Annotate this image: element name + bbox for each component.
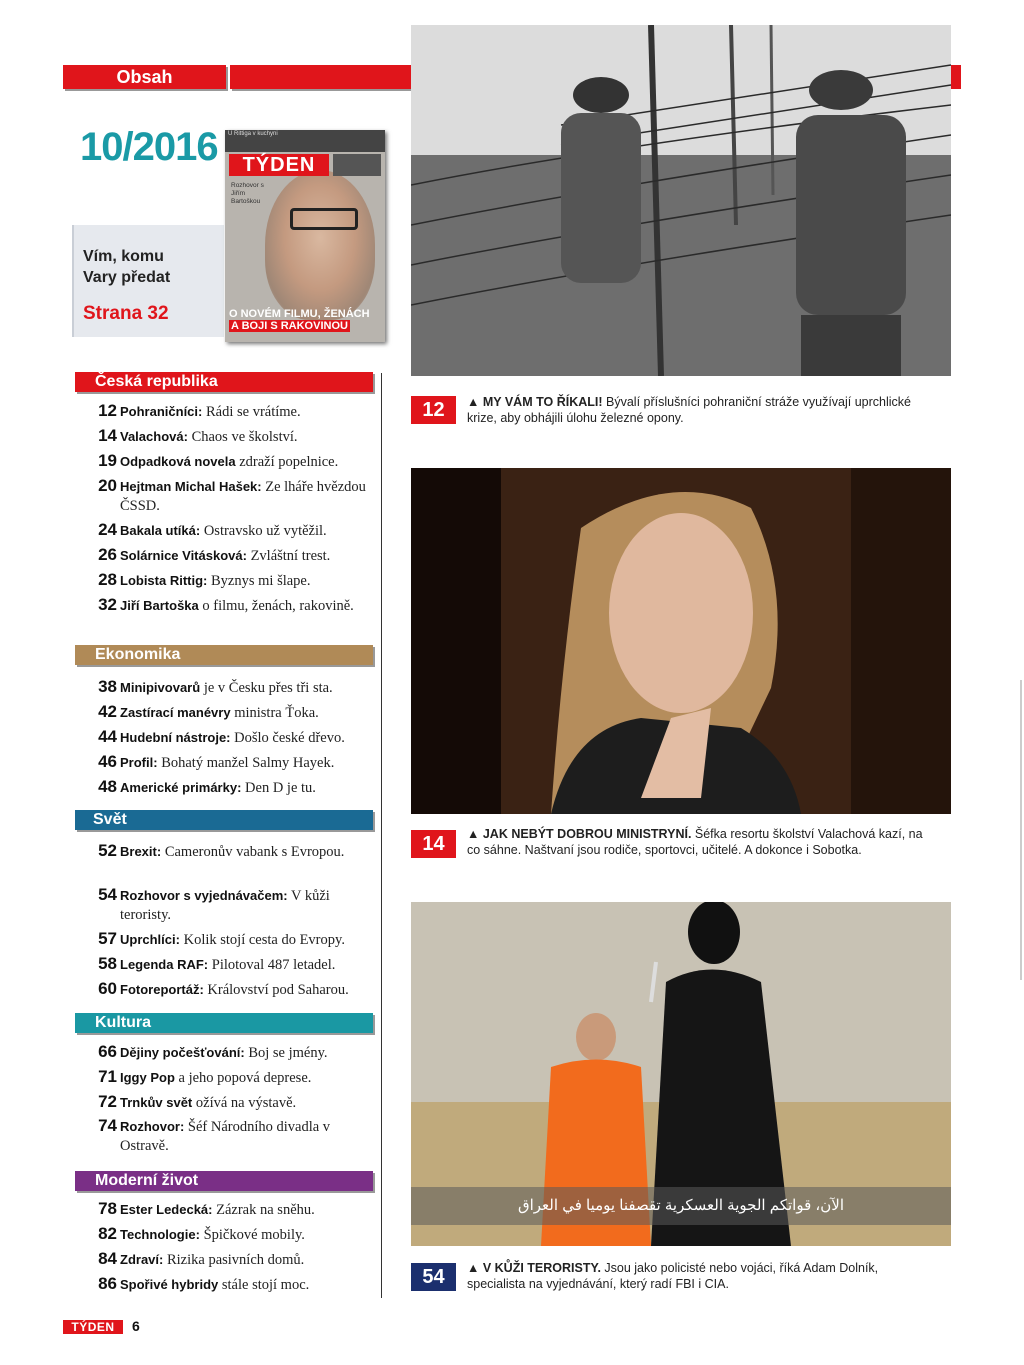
toc-topic: Uprchlíci:	[120, 932, 180, 947]
toc-page: 84	[98, 1249, 117, 1268]
toc-entry[interactable]	[85, 955, 375, 975]
toc-entry[interactable]	[85, 571, 375, 591]
toc-topic: Minipivovarů	[120, 680, 201, 695]
section-moderni-zivot: Moderní život	[75, 1171, 373, 1191]
toc-page: 82	[98, 1224, 117, 1243]
toc-desc: Ze lháře hvězdou ČSSD.	[120, 479, 366, 514]
issue-number: 10/2016	[80, 125, 218, 169]
toc-page: 74	[98, 1116, 117, 1135]
toc-page: 78	[98, 1199, 117, 1218]
toc-entry[interactable]	[85, 980, 375, 1000]
caption-54	[467, 1260, 937, 1292]
cover-top-strip	[225, 130, 385, 152]
toc-desc: Byznys mi šlape.	[207, 573, 311, 589]
toc-entry[interactable]	[85, 1068, 375, 1088]
toc-entry[interactable]	[85, 886, 375, 925]
toc-desc: a jeho popová deprese.	[174, 1070, 312, 1086]
caption-14-lead: ▲ JAK NEBÝT DOBROU MINISTRYNÍ.	[467, 827, 692, 841]
toc-page: 42	[98, 702, 117, 721]
toc-page: 19	[98, 451, 117, 470]
section-kultura: Kultura	[75, 1013, 373, 1033]
toc-desc: Šéf Národního divadla v Ostravě.	[120, 1119, 331, 1154]
toc-entry[interactable]	[85, 521, 375, 541]
toc-page: 44	[98, 727, 117, 746]
toc-entry[interactable]	[85, 728, 375, 748]
toc-entry[interactable]	[85, 1200, 375, 1220]
toc-entry[interactable]	[85, 753, 375, 773]
cover-glasses	[290, 208, 358, 230]
cover-headline-1: O NOVÉM FILMU, ŽENÁCH	[229, 308, 370, 320]
toc-desc: Chaos ve školství.	[187, 429, 298, 445]
toc-desc: Rizika pasivních domů.	[163, 1252, 305, 1268]
toc-desc: Cameronův vabank s Evropou.	[161, 844, 345, 860]
toc-topic: Americké primárky:	[120, 780, 242, 795]
caption-54-lead: ▲ V KŮŽI TERORISTY.	[467, 1261, 601, 1275]
toc-page: 54	[98, 885, 117, 904]
toc-desc: je v Česku přes tři sta.	[200, 680, 333, 696]
toc-desc: Boj se jmény.	[244, 1045, 328, 1061]
toc-entry[interactable]	[85, 427, 375, 447]
toc-topic: Hudební nástroje:	[120, 730, 231, 745]
toc-entry[interactable]	[85, 1225, 375, 1245]
toc-page: 60	[98, 979, 117, 998]
caption-54-body: Jsou jako policisté nebo vojáci, říká Adam Dolník, specialista na vyjednávání, který radí FBI i CIA.	[467, 1261, 879, 1291]
header-rule	[230, 65, 412, 89]
toc-page: 46	[98, 752, 117, 771]
toc-desc: Ostravsko už vytěžil.	[200, 523, 327, 539]
cover-teaser-left: U Rittiga v kuchyni	[228, 131, 278, 137]
footer-logo: TÝDEN	[63, 1320, 123, 1334]
toc-desc: Špičkové mobily.	[199, 1227, 305, 1243]
cover-logo: TÝDEN	[229, 154, 329, 176]
caption-number-54: 54	[411, 1263, 456, 1291]
toc-entry[interactable]	[85, 1275, 375, 1295]
toc-topic: Iggy Pop	[120, 1070, 175, 1085]
toc-topic: Hejtman Michal Hašek:	[120, 479, 262, 494]
toc-desc: stále stojí moc.	[218, 1277, 310, 1293]
magazine-cover[interactable]	[225, 130, 385, 342]
toc-page: 38	[98, 677, 117, 696]
toc-entry[interactable]	[85, 477, 375, 516]
toc-page: 58	[98, 954, 117, 973]
photo-minister-valachova[interactable]	[411, 468, 951, 814]
toc-page: 28	[98, 570, 117, 589]
cover-headline-2: A BOJI S RAKOVINOU	[231, 320, 348, 332]
promo-page-link[interactable]: Strana 32	[83, 303, 169, 324]
promo-line-1: Vím, komu	[83, 248, 164, 265]
photo-border-guards[interactable]	[411, 25, 951, 376]
toc-topic: Dějiny počešťování:	[120, 1045, 245, 1060]
cover-headline	[229, 308, 379, 332]
photo-border-guards-art	[411, 25, 951, 376]
toc-topic: Odpadková novela	[120, 454, 236, 469]
caption-number-12: 12	[411, 396, 456, 424]
toc-entry[interactable]	[85, 402, 375, 422]
toc-entry[interactable]	[85, 842, 375, 862]
toc-page: 57	[98, 929, 117, 948]
toc-entry[interactable]	[85, 1043, 375, 1063]
toc-desc: ministra Ťoka.	[230, 705, 319, 721]
toc-page: 86	[98, 1274, 117, 1293]
toc-topic: Legenda RAF:	[120, 957, 209, 972]
toc-page: 72	[98, 1092, 117, 1111]
toc-page: 71	[98, 1067, 117, 1086]
toc-topic: Profil:	[120, 755, 158, 770]
toc-topic: Bakala utíká:	[120, 523, 201, 538]
caption-14	[467, 826, 937, 858]
section-svet: Svět	[75, 810, 373, 830]
caption-14-body: Šéfka resortu školství Valachová kazí, na co sáhne. Naštvaní jsou rodiče, sportovci, učitelé. A dokonce i Sobotka.	[467, 827, 923, 857]
toc-entry[interactable]	[85, 678, 375, 698]
toc-topic: Rozhovor:	[120, 1119, 185, 1134]
toc-topic: Zastírací manévry	[120, 705, 231, 720]
toc-topic: Lobista Rittig:	[120, 573, 208, 588]
toc-topic: Technologie:	[120, 1227, 200, 1242]
section-ekonomika: Ekonomika	[75, 645, 373, 665]
header-rule-right	[950, 65, 961, 89]
toc-topic: Pohraničníci:	[120, 404, 203, 419]
toc-desc: o filmu, ženách, rakovině.	[198, 598, 354, 614]
toc-topic: Brexit:	[120, 844, 162, 859]
toc-desc: ožívá na výstavě.	[192, 1095, 297, 1111]
page-edge-line	[1020, 680, 1022, 980]
toc-topic: Valachová:	[120, 429, 188, 444]
page-number: 6	[132, 1318, 140, 1334]
caption-12	[467, 394, 937, 426]
toc-page: 12	[98, 401, 117, 420]
toc-topic: Zdraví:	[120, 1252, 164, 1267]
toc-page: 48	[98, 777, 117, 796]
toc-topic: Solárnice Vitásková:	[120, 548, 247, 563]
toc-page: 52	[98, 841, 117, 860]
toc-desc: zdraží popelnice.	[235, 454, 339, 470]
toc-topic: Spořivé hybridy	[120, 1277, 219, 1292]
toc-entry[interactable]	[85, 596, 375, 616]
toc-entry[interactable]	[85, 930, 375, 950]
caption-12-body: Bývalí příslušníci pohraniční stráže využívají uprchlické krize, aby obhájili úlohu železné opony.	[467, 395, 911, 425]
toc-page: 24	[98, 520, 117, 539]
photo-minister-art	[411, 468, 951, 814]
toc-desc: Pilotoval 487 letadel.	[208, 957, 336, 973]
video-subtitle: الآن، قواتكم الجوية العسكرية تقصفنا يوميا في العراق	[411, 1187, 951, 1225]
toc-desc: Bohatý manžel Salmy Hayek.	[157, 755, 335, 771]
toc-desc: Království pod Saharou.	[203, 982, 349, 998]
toc-desc: V kůži teroristy.	[120, 888, 330, 923]
toc-topic: Rozhovor s vyjednávačem:	[120, 888, 288, 903]
toc-desc: Zázrak na sněhu.	[212, 1202, 315, 1218]
toc-entry[interactable]	[85, 778, 375, 798]
toc-topic: Trnkův svět	[120, 1095, 193, 1110]
caption-number-14: 14	[411, 830, 456, 858]
section-header-obsah: Obsah	[63, 65, 226, 89]
toc-page: 32	[98, 595, 117, 614]
toc-topic: Ester Ledecká:	[120, 1202, 213, 1217]
toc-page: 14	[98, 426, 117, 445]
cover-subline: Rozhovor s Jiřím Bartoškou	[231, 182, 264, 205]
toc-page: 26	[98, 545, 117, 564]
toc-desc: Rádi se vrátíme.	[202, 404, 301, 420]
promo-text	[83, 246, 170, 288]
promo-line-2: Vary předat	[83, 269, 171, 286]
section-ceska-republika: Česká republika	[75, 372, 373, 392]
toc-entry[interactable]	[85, 546, 375, 566]
toc-page: 66	[98, 1042, 117, 1061]
cover-side-teaser	[333, 154, 381, 176]
toc-entry[interactable]	[85, 703, 375, 723]
toc-desc: Došlo české dřevo.	[230, 730, 345, 746]
toc-topic: Jiří Bartoška	[120, 598, 199, 613]
toc-topic: Fotoreportáž:	[120, 982, 204, 997]
toc-desc: Kolik stojí cesta do Evropy.	[179, 932, 345, 948]
cover-portrait	[265, 170, 375, 320]
photo-terrorist[interactable]	[411, 902, 951, 1246]
toc-page: 20	[98, 476, 117, 495]
toc-entry[interactable]	[85, 1093, 375, 1113]
toc-desc: Zvláštní trest.	[246, 548, 331, 564]
toc-entry[interactable]	[85, 1117, 375, 1156]
toc-entry[interactable]	[85, 1250, 375, 1270]
toc-entry[interactable]	[85, 452, 375, 472]
caption-12-lead: ▲ MY VÁM TO ŘÍKALI!	[467, 395, 603, 409]
column-divider	[381, 373, 382, 1298]
toc-desc: Den D je tu.	[241, 780, 316, 796]
